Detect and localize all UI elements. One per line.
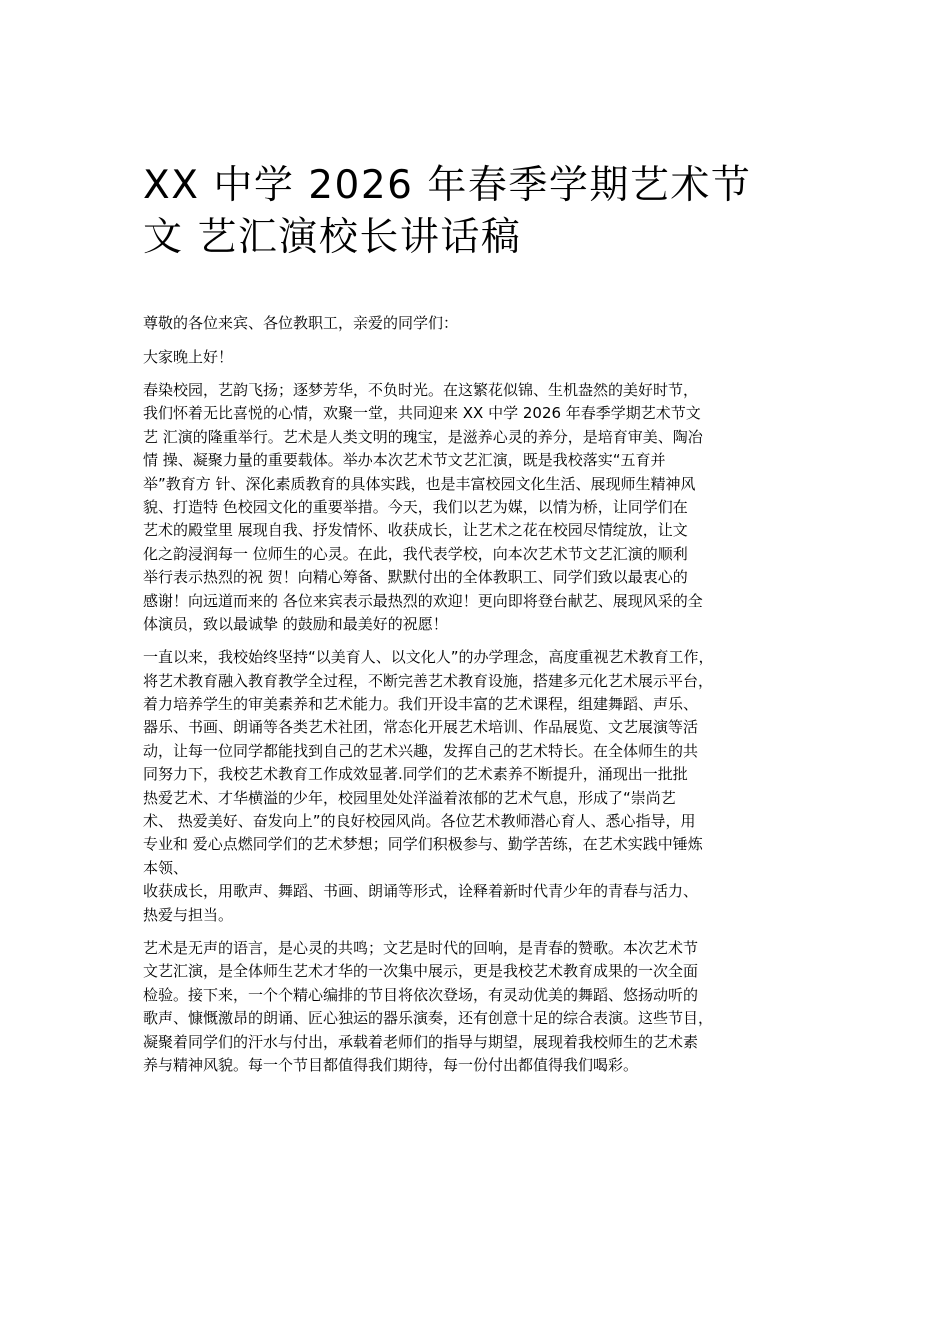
text-line: 一直以来，我校始终坚持“以美育人、以文化人”的办学理念，高度重视艺术教育工作， [143, 648, 714, 667]
text-line: 凝聚着同学们的汗水与付出，承载着老师们的指导与期望，展现着我校师生的艺术素 [143, 1032, 699, 1051]
title-line: XX 中学 2026 年春季学期艺术节 [143, 163, 752, 208]
text-line: 感谢！向远道而来的 各位来宾表示最热烈的欢迎！更向即将登台献艺、展现风采的全 [143, 591, 703, 610]
text-line: 本领、 [143, 858, 189, 877]
text-line: 情 操、凝聚力量的重要载体。举办本次艺术节文艺汇演，既是我校落实“五育并 [143, 451, 666, 470]
paragraph-performance [143, 937, 813, 1077]
text-line: 将艺术教育融入教育教学全过程，不断完善艺术教育设施，搭建多元化艺术展示平台， [143, 671, 714, 690]
speech-body [143, 312, 813, 1087]
text-line: 我们怀着无比喜悦的心情，欢聚一堂，共同迎来 XX 中学 2026 年春季学期艺术节文 [143, 404, 701, 423]
text-line: 着力培养学生的审美素养和艺术能力。我们开设丰富的艺术课程，组建舞蹈、声乐、 [143, 695, 699, 714]
text-line: 术、 热爱美好、奋发向上”的良好校园风尚。各位艺术教师潜心育人、悉心指导，用 [143, 812, 696, 831]
text-line: 热爱艺术、才华横溢的少年，校园里处处洋溢着浓郁的艺术气息，形成了“崇尚艺 [143, 788, 676, 807]
document-title [143, 160, 833, 264]
text-line: 化之韵浸润每一 位师生的心灵。在此，我代表学校，向本次艺术节文艺汇演的顺利 [143, 544, 688, 563]
paragraph-opening [143, 379, 813, 636]
text-line: 举”教育方 针、深化素质教育的具体实践，也是丰富校园文化生活、展现师生精神风 [143, 474, 696, 493]
text-line: 艺术的殿堂里 展现自我、抒发情怀、收获成长，让艺术之花在校园尽情绽放，让文 [143, 521, 688, 540]
salutation [143, 312, 813, 335]
text-line: 检验。接下来，一个个精心编排的节目将依次登场，有灵动优美的舞蹈、悠扬动听的 [143, 985, 699, 1004]
text-line: 举行表示热烈的祝 贺！向精心筹备、默默付出的全体教职工、同学们致以最衷心的 [143, 568, 688, 587]
text-line: 艺术是无声的语言，是心灵的共鸣；文艺是时代的回响，是青春的赞歌。本次艺术节 [143, 938, 699, 957]
text-line: 收获成长，用歌声、舞蹈、书画、朗诵等形式，诠释着新时代青少年的青春与活力、 [143, 882, 699, 901]
text-line: 体演员，致以最诚挚 的鼓励和最美好的祝愿！ [143, 614, 448, 633]
salutation-text: 尊敬的各位来宾、各位教职工，亲爱的同学们： [143, 314, 459, 332]
text-line: 专业和 爱心点燃同学们的艺术梦想；同学们积极参与、勤学苦练，在艺术实践中锤炼 [143, 835, 703, 854]
text-line: 热爱与担当。 [143, 905, 234, 924]
text-line: 同努力下，我校艺术教育工作成效显著.同学们的艺术素养不断提升，涌现出一批批 [143, 765, 688, 784]
text-line: 艺 汇演的隆重举行。艺术是人类文明的瑰宝，是滋养心灵的养分，是培育审美、陶冶 [143, 427, 703, 446]
paragraph-art-education [143, 646, 813, 927]
greeting-text: 大家晚上好！ [143, 348, 234, 366]
text-line: 动，让每一位同学都能找到自己的艺术兴趣，发挥自己的艺术特长。在全体师生的共 [143, 741, 699, 760]
text-line: 器乐、书画、朗诵等各类艺术社团，常态化开展艺术培训、作品展览、文艺展演等活 [143, 718, 699, 737]
text-line: 貌、打造特 色校园文化的重要举措。今天，我们以艺为媒，以情为桥，让同学们在 [143, 497, 688, 516]
title-line: 文 艺汇演校长讲话稿 [143, 215, 522, 260]
greeting [143, 346, 813, 369]
text-line: 春染校园，艺韵飞扬；逐梦芳华，不负时光。在这繁花似锦、生机盎然的美好时节， [143, 381, 699, 399]
text-line: 养与精神风貌。每一个节目都值得我们期待，每一份付出都值得我们喝彩。 [143, 1055, 639, 1074]
text-line: 文艺汇演，是全体师生艺术才华的一次集中展示，更是我校艺术教育成果的一次全面 [143, 962, 699, 981]
text-line: 歌声、慷慨激昂的朗诵、匠心独运的器乐演奏，还有创意十足的综合表演。这些节目， [143, 1009, 714, 1028]
